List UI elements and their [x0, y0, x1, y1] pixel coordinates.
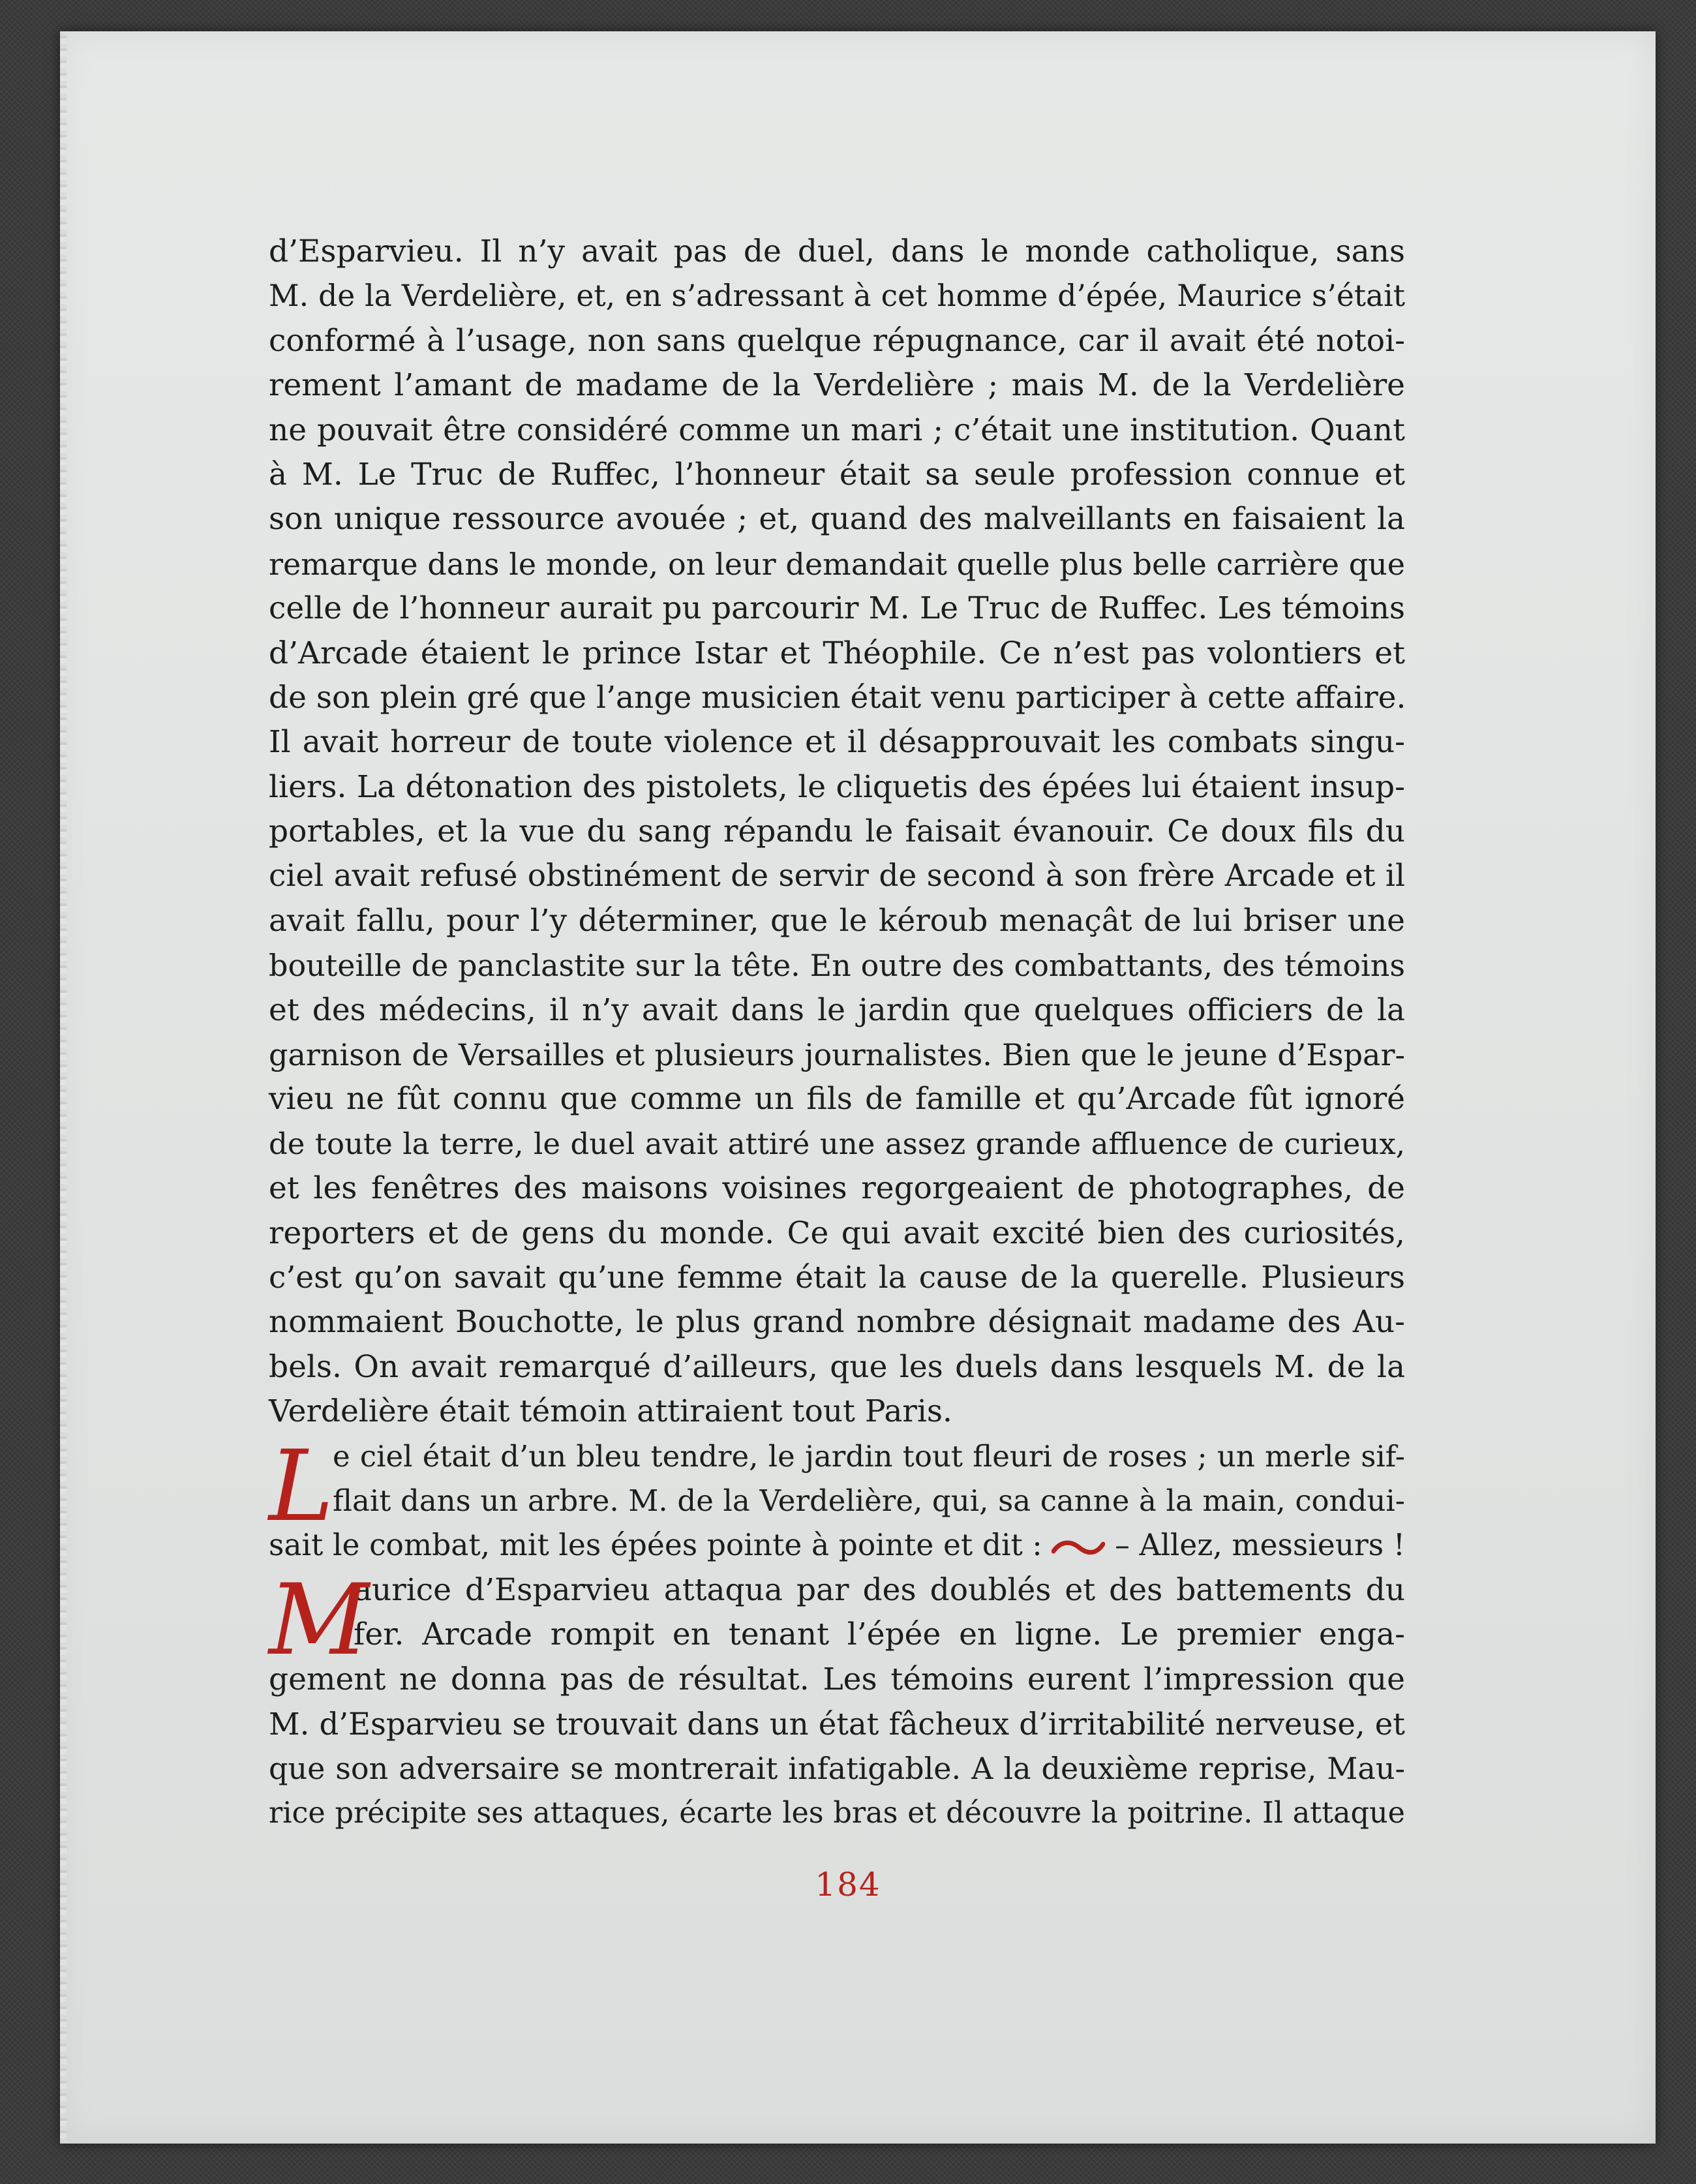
text-line: de son plein gré que l’ange musicien était venu participer à cette affaire. — [269, 679, 1406, 716]
text-line: reporters et de gens du monde. Ce qui avait excité bien des curiosités, — [269, 1215, 1405, 1251]
drop-cap-m: M — [269, 1563, 369, 1677]
text-line: son unique ressource avouée ; et, quand des malveillants en faisaient la — [269, 501, 1405, 538]
text-line: rice précipite ses attaques, écarte les bras et découvre la poitrine. Il attaque — [269, 1796, 1405, 1830]
text-line: et des médecins, il n’y avait dans le jardin que quelques officiers de la — [269, 992, 1405, 1028]
text-line: liers. La détonation des pistolets, le cliquetis des épées lui étaient insup- — [269, 768, 1405, 805]
text-line: c’est qu’on savait qu’une femme était la cause de la querelle. Plusieurs — [269, 1259, 1405, 1296]
text-line: nommaient Bouchotte, le plus grand nombre désignait madame des Au- — [269, 1304, 1405, 1341]
text-line-with-ornament — [269, 1523, 1405, 1568]
text-line: portables, et la vue du sang répandu le faisait évanouir. Ce doux fils du — [269, 813, 1405, 850]
text-line: d’Esparvieu. Il n’y avait pas de duel, dans le monde catholique, sans — [269, 234, 1405, 269]
text-line: flait dans un arbre. M. de la Verdelière, qui, sa canne à la main, condui- — [333, 1483, 1405, 1518]
text-line: ne pouvait être considéré comme un mari ; c’était une institution. Quant — [269, 412, 1405, 448]
text-line: que son adversaire se montrerait infatigable. A la deuxième reprise, Mau- — [269, 1751, 1405, 1787]
text-line: vieu ne fût connu que comme un fils de famille et qu’Arcade fût ignoré — [269, 1081, 1405, 1117]
text-line: celle de l’honneur aurait pu parcourir M. Le Truc de Ruffec. Les témoins — [269, 590, 1405, 627]
red-tilde-ornament-icon — [1052, 1538, 1105, 1558]
text-line: fer. Arcade rompit en tenant l’épée en ligne. Le premier enga- — [354, 1616, 1405, 1653]
text-line: à M. Le Truc de Ruffec, l’honneur était sa seule profession connue et — [269, 456, 1405, 493]
drop-cap-l: L — [269, 1429, 334, 1543]
text-line: et les fenêtres des maisons voisines regorgeaient de photographes, de — [269, 1170, 1405, 1207]
page-number: 184 — [815, 1866, 881, 1903]
text-line: avait fallu, pour l’y déterminer, que le kéroub menaçât de lui briser une — [269, 902, 1405, 939]
text-line: M. d’Esparvieu se trouvait dans un état fâcheux d’irritabilité nerveuse, et — [269, 1706, 1405, 1742]
paragraph-3 — [269, 1563, 1405, 1836]
text-line: bouteille de panclastite sur la tête. En outre des combattants, des témoins — [269, 948, 1405, 984]
text-line: ciel avait refusé obstinément de servir de second à son frère Arcade et il — [269, 858, 1405, 894]
text-fragment: – Allez, messieurs ! — [1115, 1528, 1406, 1563]
text-line: rement l’amant de madame de la Verdelière ; mais M. de la Verdelière — [269, 367, 1405, 404]
text-block — [269, 230, 1405, 1836]
text-line: remarque dans le monde, on leur demandait quelle plus belle carrière que — [269, 546, 1405, 582]
paragraph-1 — [269, 230, 1405, 1434]
text-line: gement ne donna pas de résultat. Les témoins eurent l’impression que — [269, 1661, 1405, 1697]
text-fragment: sait le combat, mit les épées pointe à pointe et dit : — [269, 1528, 1042, 1563]
text-line: garnison de Versailles et plusieurs journalistes. Bien que le jeune d’Espar- — [269, 1037, 1405, 1073]
text-line: aurice d’Esparvieu attaqua par des doublés et des battements du — [354, 1571, 1405, 1608]
text-line: d’Arcade étaient le prince Istar et Théophile. Ce n’est pas volontiers et — [269, 635, 1405, 671]
text-line: Il avait horreur de toute violence et il désapprouvait les combats singu- — [269, 724, 1405, 761]
text-line: bels. On avait remarqué d’ailleurs, que les duels dans lesquels M. de la — [269, 1348, 1405, 1385]
text-line: e ciel était d’un bleu tendre, le jardin tout fleuri de roses ; un merle sif- — [333, 1438, 1405, 1474]
text-line: de toute la terre, le duel avait attiré une assez grande affluence de curieux, — [269, 1126, 1405, 1161]
text-line: M. de la Verdelière, et, en s’adressant à cet homme d’épée, Maurice s’était — [269, 279, 1405, 314]
text-line: Verdelière était témoin attiraient tout Paris. — [269, 1393, 952, 1430]
text-line: conformé à l’usage, non sans quelque répugnance, car il avait été notoi- — [269, 322, 1405, 359]
paragraph-2 — [269, 1429, 1406, 1568]
